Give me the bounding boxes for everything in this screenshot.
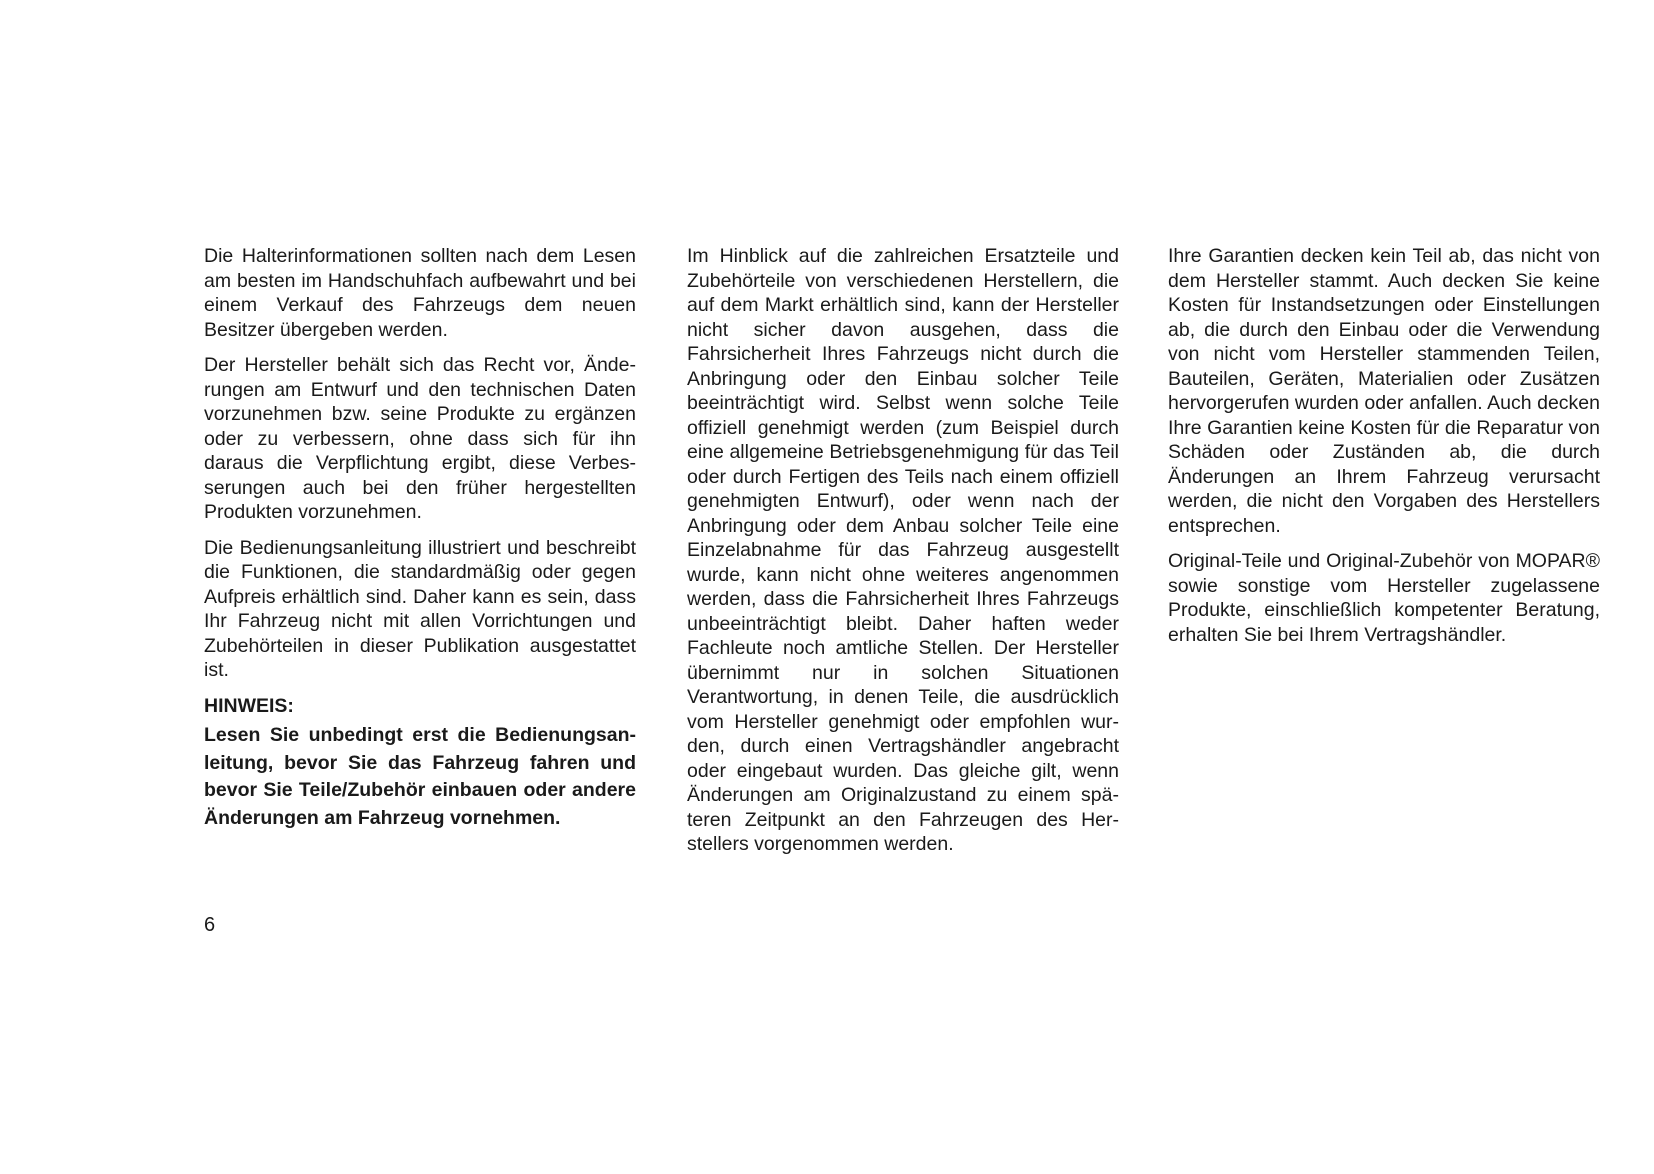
note-block bbox=[204, 694, 636, 833]
page-number: 6 bbox=[204, 914, 216, 936]
middle-column bbox=[687, 244, 1119, 868]
paragraph-ersatzteile: Im Hinblick auf die zahlreichen Ersatzteile und Zubehörteile von verschiedenen Herstellern, die auf dem Markt erhältlich sind, kann der Hersteller nicht sicher davon ausgehen, dass die Fahrsicherheit Ihres Fahrzeugs nicht durch die Anbringung oder den Einbau solcher Teile beeinträchtigt wird. Selbst wenn solche Teile offiziell genehmigt werden (zum Beispiel durch eine allgemeine Betriebsgenehmigung für das Teil oder durch Fertigen des Teils nach einem offiziell genehmigten Entwurf), oder wenn nach der Anbringung oder dem Anbau solcher Teile eine Einzelabnahme für das Fahrzeug ausgestellt wurde, kann nicht ohne weiteres angenommen werden, dass die Fahrsicherheit Ihres Fahrzeugs unbeeinträchtigt bleibt. Daher haften weder Fachleute noch amtliche Stellen. Der Hersteller übernimmt nur in solchen Situationen Verantwortung, in denen Teile, die ausdrücklich vom Hersteller genehmigt oder empfohlen wurden, durch einen Vertragshändler angebracht oder eingebaut wurden. Das gleiche gilt, wenn Änderungen am Originalzustand zu einem späteren Zeitpunkt an den Fahrzeugen des Herstellers vorgenommen werden. bbox=[687, 245, 1119, 855]
note-text: Lesen Sie unbedingt erst die Bedienungsanleitung, bevor Sie das Fahrzeug fahren und bevor Sie Teile/Zubehör einbauen oder andere Änderungen am Fahrzeug vornehmen. bbox=[204, 724, 636, 829]
paragraph-bedienungsanleitung: Die Bedienungsanleitung illustriert und beschreibt die Funktionen, die standardmäßig oder gegen Aufpreis erhältlich sind. Daher kann es sein, dass Ihr Fahrzeug nicht mit allen Vorrichtungen und Zubehörteilen in dieser Publikation ausgestattet ist. bbox=[204, 536, 636, 681]
paragraph-original-teile: Original-Teile und Original-Zubehör von MOPAR® sowie sonstige vom Hersteller zugelassene Produkte, einschließlich kompetenter Beratung, erhalten Sie bei Ihrem Vertragshändler. bbox=[1168, 550, 1600, 646]
paragraph-garantien: Ihre Garantien decken kein Teil ab, das nicht von dem Hersteller stammt. Auch decken Sie keine Kosten für Instandsetzungen oder Einstellungen ab, die durch den Einbau oder die Verwendung von nicht vom Hersteller stammenden Teilen, Bauteilen, Geräten, Materialien oder Zusätzen hervorgerufen wurden oder anfallen. Auch decken Ihre Garantien keine Kosten für die Reparatur von Schäden oder Zuständen ab, die durch Änderungen an Ihrem Fahrzeug verursacht werden, die nicht den Vorgaben des Herstellers entsprechen. bbox=[1168, 245, 1600, 537]
paragraph-hersteller-recht: Der Hersteller behält sich das Recht vor, Änderungen am Entwurf und den technischen Daten vorzunehmen bzw. seine Produkte zu ergänzen oder zu verbessern, ohne dass sich für ihn daraus die Verpflichtung ergibt, diese Verbesserungen auch bei den früher hergestellten Produkten vorzunehmen. bbox=[204, 354, 636, 523]
paragraph-halterinformationen: Die Halterinformationen sollten nach dem Lesen am besten im Handschuhfach aufbewahrt und bei einem Verkauf des Fahrzeugs dem neuen Besitzer übergeben werden. bbox=[204, 245, 636, 341]
note-heading: HINWEIS: bbox=[204, 694, 294, 717]
left-column bbox=[204, 244, 636, 843]
right-column bbox=[1168, 244, 1600, 658]
